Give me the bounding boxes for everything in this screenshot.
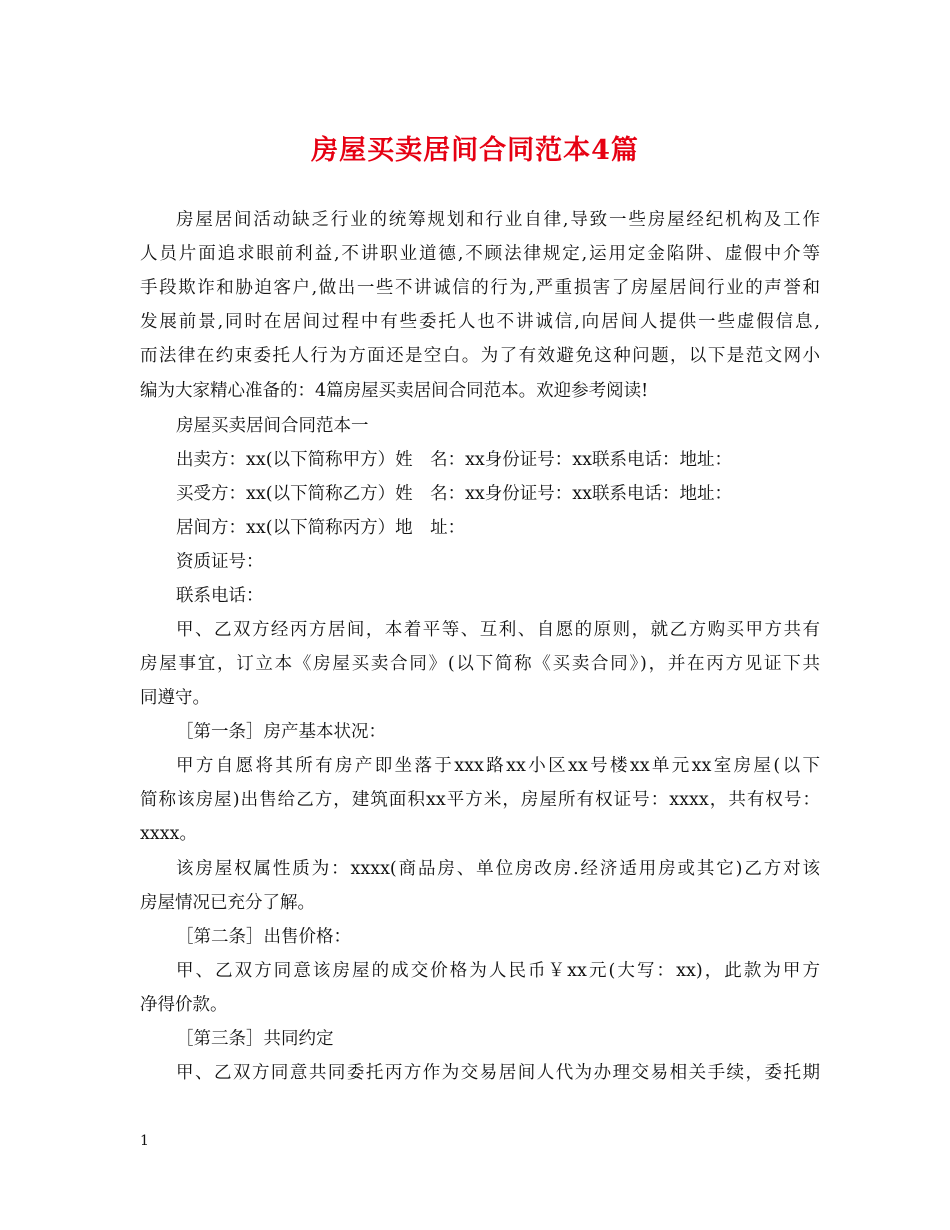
- paragraph-line: 甲、乙双方经丙方居间，本着平等、互利、自愿的原则，就乙方购买甲方共有: [176, 620, 820, 640]
- paragraph-line: 房屋居间活动缺乏行业的统筹规划和行业自律,导致一些房屋经纪机构及工作: [176, 210, 820, 230]
- paragraph-line: 手段欺诈和胁迫客户,做出一些不讲诚信的行为,严重损害了房屋居间行业的声誉和: [140, 278, 820, 298]
- paragraph-line: 甲、乙双方同意共同委托丙方作为交易居间人代为办理交易相关手续，委托期: [176, 1063, 820, 1083]
- paragraph-line: 房屋情况已充分了解。: [140, 893, 315, 913]
- paragraph-line: 同遵守。: [140, 688, 210, 708]
- paragraph-line: 简称该房屋)出售给乙方，建筑面积xx平方米，房屋所有权证号：xxxx，共有权号：: [140, 790, 820, 810]
- paragraph-line: 该房屋权属性质为：xxxx(商品房、单位房改房.经济适用房或其它)乙方对该: [176, 859, 820, 879]
- paragraph-line: 编为大家精心准备的：4篇房屋买卖居间合同范本。欢迎参考阅读!: [140, 381, 649, 401]
- paragraph-line: 房屋事宜，订立本《房屋买卖合同》(以下简称《买卖合同》)，并在丙方见证下共: [140, 654, 820, 674]
- section-heading: 房屋买卖居间合同范本一: [176, 416, 369, 436]
- party-line-seller: 出卖方：xx(以下简称甲方）姓 名：xx身份证号：xx联系电话：地址：: [176, 450, 733, 470]
- paragraph-line: 净得价款。: [140, 995, 228, 1015]
- paragraph-line: xxxx。: [140, 824, 197, 844]
- party-line-buyer: 买受方：xx(以下简称乙方）姓 名：xx身份证号：xx联系电话：地址：: [176, 484, 733, 504]
- paragraph-line: 人员片面追求眼前利益,不讲职业道德,不顾法律规定,运用定金陷阱、虚假中介等: [140, 244, 820, 264]
- qualification-line: 资质证号：: [176, 552, 264, 572]
- paragraph-line: 发展前景,同时在居间过程中有些委托人也不讲诚信,向居间人提供一些虚假信息,: [140, 312, 820, 332]
- paragraph-line: 而法律在约束委托人行为方面还是空白。为了有效避免这种问题，以下是范文网小: [140, 346, 820, 366]
- paragraph-line: 甲、乙双方同意该房屋的成交价格为人民币￥xx元(大写：xx)，此款为甲方: [176, 961, 820, 981]
- party-line-broker: 居间方：xx(以下简称丙方）地 址：: [176, 518, 466, 538]
- article-heading: ［第三条］共同约定: [176, 1029, 334, 1049]
- article-heading: ［第二条］出售价格：: [176, 927, 351, 947]
- paragraph-line: 甲方自愿将其所有房产即坐落于xxx路xx小区xx号楼xx单元xx室房屋(以下: [176, 756, 820, 776]
- article-heading: ［第一条］房产基本状况：: [176, 722, 386, 742]
- phone-line: 联系电话：: [176, 586, 264, 606]
- document-title: 房屋买卖居间合同范本4篇: [311, 135, 639, 166]
- page-number: 1: [140, 1133, 149, 1149]
